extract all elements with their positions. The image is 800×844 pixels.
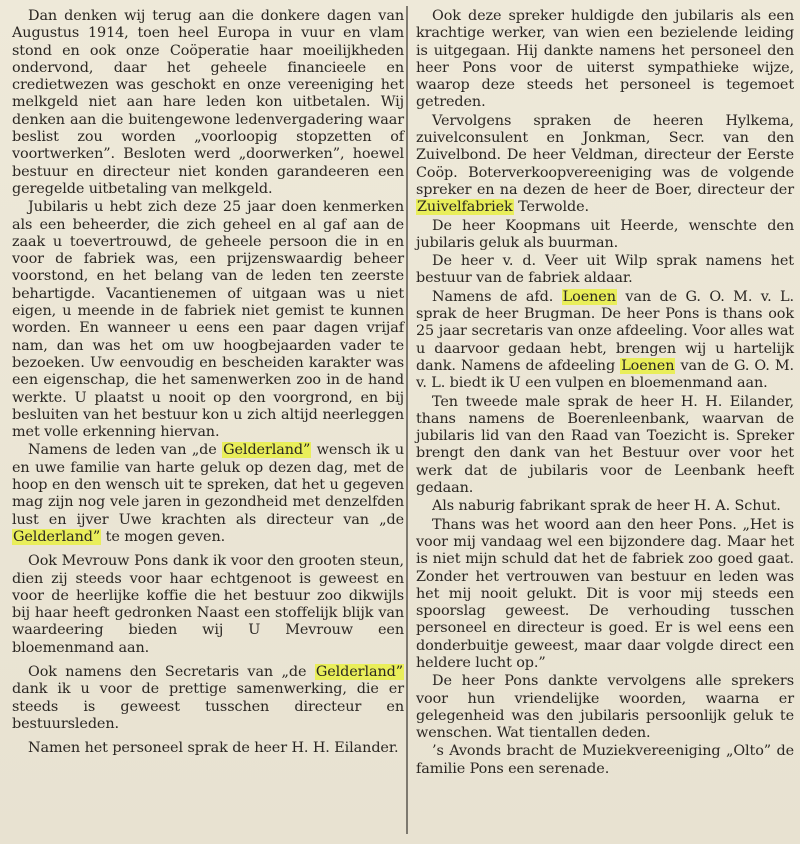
text-run: ’s Avonds bracht de Muziekvereeniging „Olto” de familie Pons een serenade. bbox=[416, 743, 794, 777]
text-run: Ten tweede male sprak de heer H. H. Eilander, thans namens de Boerenleenbank, waarvan de jubilaris lid van den Raad van Toezicht is. Spreker brengt den dank van het Bestuur over voor het werk dat de jubilaris voor de Leenbank heeft gedaan. bbox=[416, 393, 794, 497]
paragraph bbox=[12, 664, 404, 733]
paragraph bbox=[416, 253, 794, 288]
text-run: Ook deze spreker huldigde den jubilaris als een krachtige werker, van wien een bezielende leiding is uitgegaan. Hij dankte namens het personeel den heer Pons voor de uiterst sympathieke wijze, waarop deze steeds het personeel is tegemoet getreden. bbox=[416, 8, 794, 111]
highlighted-term: Loenen bbox=[562, 288, 616, 305]
text-run: De heer Koopmans uit Heerde, wenschte den jubilaris geluk als buurman. bbox=[416, 217, 794, 251]
text-run: Jubilaris u hebt zich deze 25 jaar doen kenmerken als een beheerder, die zich geheel en al gaf aan de zaak u toevertrouwd, de geheele persoon die in en voor de fabriek was, een prijzenswaardig beheer voorstond, en het belang van de leden ten zeerste behartigde. Vacantienemen of uitgaan was u niet eigen, u meende in de fabriek niet gemist te kunnen worden. En wanneer u eens een paar dagen vrijaf nam, dan was het om uw hoogbejaarden vader te bezoeken. Uw eenvoudig en bescheiden karakter was een eigenschap, die het samenwerken zoo in de hand werkte. U plaatst u nooit op den voorgrond, en bij besluiten van het bestuur kon u zich altijd neerleggen met volle erkenning hiervan. bbox=[12, 199, 404, 441]
text-run: Ook namens den Secretaris van „de bbox=[28, 663, 315, 680]
text-run: Ook Mevrouw Pons dank ik voor den grooten steun, dien zij steeds voor haar echtgenoot is geweest en voor de heerlijke koffie die het bestuur zoo dikwijls bij haar heeft gedronken Naast een stoffelijk blijk van waardeering bieden wij U Mevrouw een bloemenmand aan. bbox=[12, 553, 404, 656]
right-column bbox=[416, 8, 794, 779]
paragraph bbox=[12, 442, 404, 546]
column-divider bbox=[406, 6, 408, 834]
paragraph bbox=[416, 394, 794, 498]
paragraph bbox=[416, 517, 794, 673]
paragraph bbox=[416, 289, 794, 393]
text-run: van de G. O. M. v. L. biedt ik U een vulpen en bloemenmand aan. bbox=[416, 357, 794, 392]
highlighted-term: Gelderland” bbox=[223, 442, 311, 459]
text-run: Namen het personeel sprak de heer H. H. Eilander. bbox=[28, 740, 399, 757]
highlighted-term: Gelderland” bbox=[13, 528, 101, 545]
text-run: Vervolgens spraken de heeren Hylkema, zuivelconsulent en Jonkman, Secr. van den Zuivelbond. De heer Veldman, directeur der Eerste Coöp. Boterverkoopvereeniging was de volgende spreker en na dezen de heer de Boer, directeur der bbox=[416, 112, 794, 198]
highlighted-term: Loenen bbox=[621, 357, 675, 374]
paragraph bbox=[416, 498, 794, 515]
paragraph bbox=[416, 743, 794, 778]
paragraph bbox=[416, 218, 794, 253]
paragraph bbox=[12, 740, 404, 757]
text-run: Als naburig fabrikant sprak de heer H. A. Schut. bbox=[432, 498, 781, 515]
highlighted-term: Gelderland” bbox=[315, 663, 403, 680]
text-run: dank ik u voor de prettige samenwerking, die er steeds is geweest tusschen directeur en bestuursleden. bbox=[12, 681, 404, 732]
text-run: wensch ik u en uwe familie van harte geluk op dezen dag, met de hoop en den wensch uit te spreken, dat het u gegeven mag zijn nog vele jaren in gezondheid met denzelfden lust en ijver Uwe krachten als directeur van „de bbox=[12, 442, 404, 528]
paragraph bbox=[12, 553, 404, 657]
paragraph bbox=[416, 8, 794, 112]
paragraph bbox=[416, 113, 794, 217]
text-run: Namens de leden van „de bbox=[28, 442, 223, 459]
text-run: De heer Pons dankte vervolgens alle sprekers voor hun vriendelijke woorden, waarna er gelegenheid was den jubilaris persoonlijk geluk te wenschen. Wat tientallen deden. bbox=[416, 673, 794, 742]
paragraph bbox=[12, 199, 404, 441]
text-run: van de G. O. M. v. L. sprak de heer Brugman. De heer Pons is thans ook 25 jaar secretaris van onze afdeeling. Voor alles wat u daarvoor gedaan hebt, brengen wij u hartelijk dank. Namens de afdeeling bbox=[416, 288, 794, 374]
text-run: Terwolde. bbox=[513, 199, 589, 216]
left-column bbox=[12, 8, 404, 758]
paragraph bbox=[12, 8, 404, 198]
paragraph bbox=[416, 673, 794, 742]
text-run: De heer v. d. Veer uit Wilp sprak namens het bestuur van de fabriek aldaar. bbox=[416, 253, 794, 287]
text-run: Dan denken wij terug aan die donkere dagen van Augustus 1914, toen heel Europa in vuur en vlam stond en ook onze Coöperatie haar moeilijkheden ondervond, daar het geheele financieele en credietwezen was geschokt en onze vereeniging het melkgeld niet aan hare leden kon uitbetalen. Wij denken aan die buitengewone ledenvergadering waar beslist zou worden „voorloopig stopzetten of voortwerken”. Besloten werd „doorwerken”, hoewel bestuur en directeur niet konden garandeeren een geregelde uitbetaling van melkgeld. bbox=[12, 8, 404, 197]
text-run: Thans was het woord aan den heer Pons. „Het is voor mij vandaag wel een bijzondere dag. Maar het is niet mijn schuld dat het de fabriek zoo goed gaat. Zonder het vertrouwen van bestuur en leden was het mij nooit gelukt. Dit is voor mij steeds een spoorslag geweest. De verhouding tusschen personeel en directeur is goed. Er is wel eens een donderbuitje geweest, maar daar volgde direct een heldere lucht op.” bbox=[416, 516, 794, 671]
text-run: te mogen geven. bbox=[101, 528, 226, 545]
highlighted-term: Zuivelfabriek bbox=[417, 199, 513, 216]
text-run: Namens de afd. bbox=[432, 288, 562, 305]
